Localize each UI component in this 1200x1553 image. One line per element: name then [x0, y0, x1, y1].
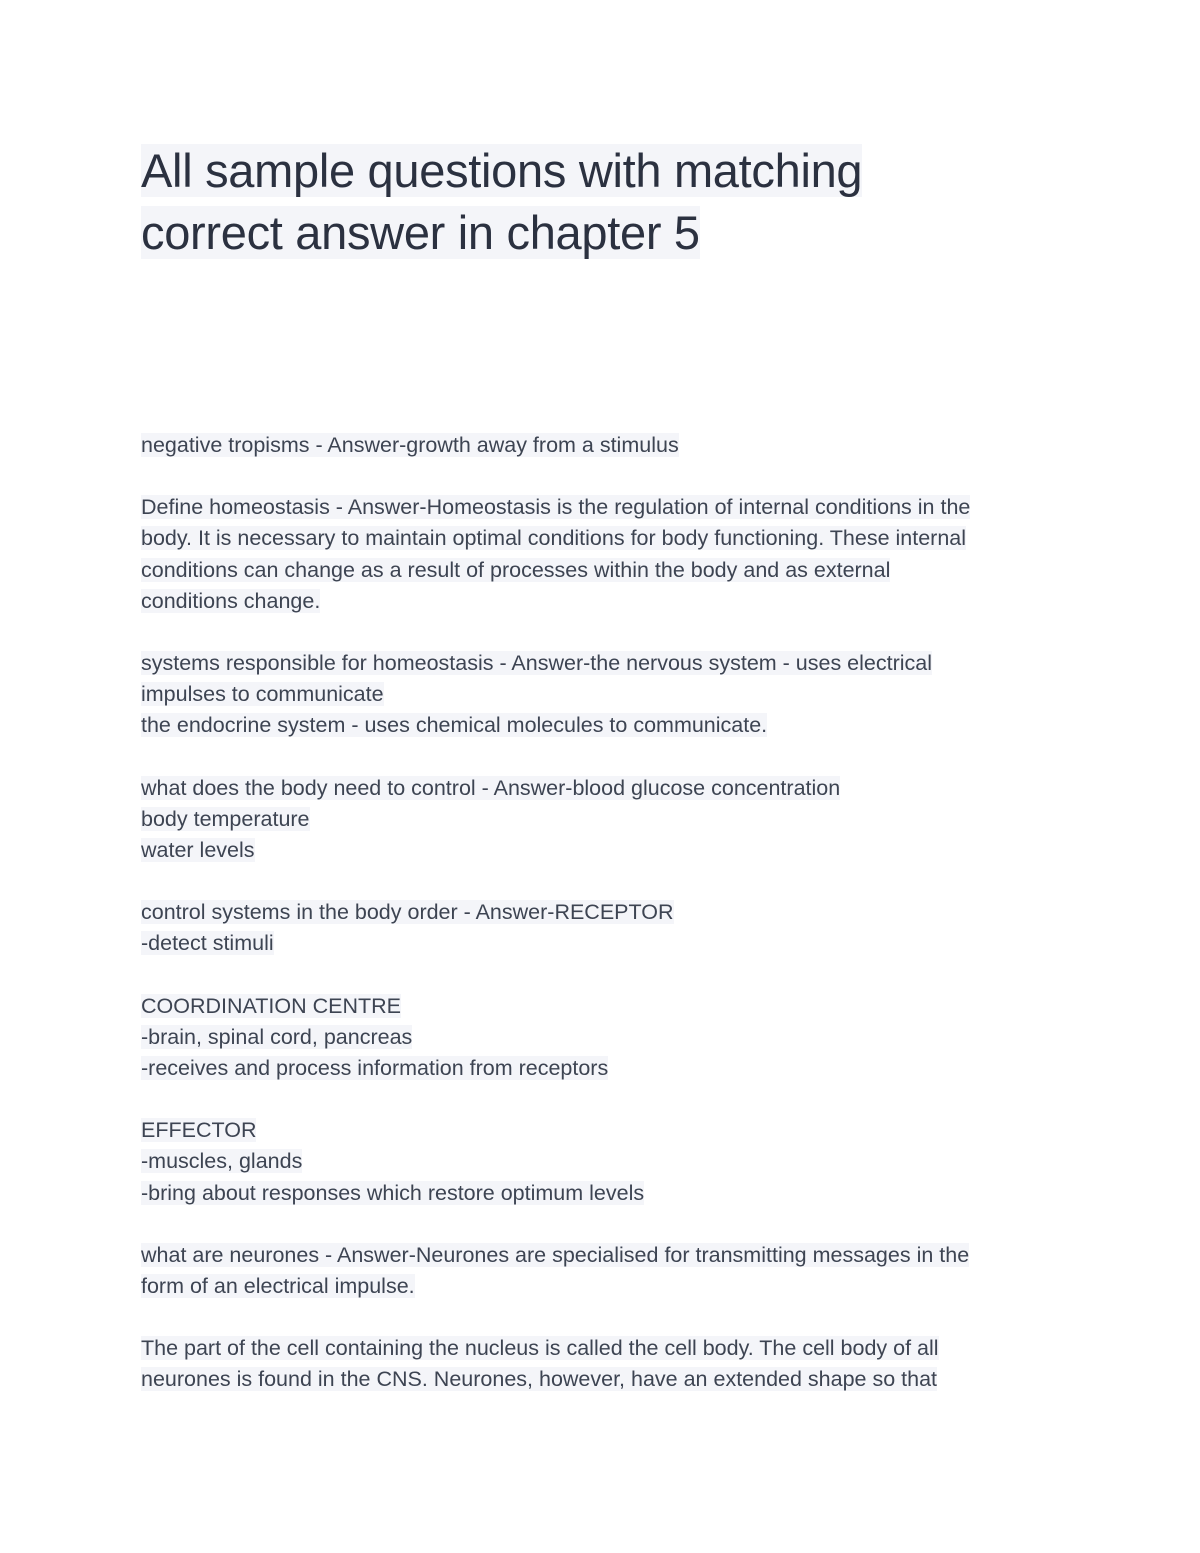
qa-paragraph — [141, 897, 1071, 959]
text-line: COORDINATION CENTRE — [141, 993, 401, 1018]
document-page — [141, 140, 1071, 1427]
text-line: control systems in the body order - Answer-RECEPTOR — [141, 900, 674, 925]
text-line: neurones is found in the CNS. Neurones, however, have an extended shape so that — [141, 1367, 938, 1392]
text-line: conditions change. — [141, 588, 321, 613]
text-line: systems responsible for homeostasis - Answer-the nervous system - uses electrical — [141, 651, 933, 676]
text-line: -detect stimuli — [141, 931, 274, 956]
text-line: -brain, spinal cord, pancreas — [141, 1024, 413, 1049]
document-title — [141, 140, 1071, 264]
text-line: Define homeostasis - Answer-Homeostasis is the regulation of internal conditions in the — [141, 495, 971, 520]
text-line: conditions can change as a result of processes within the body and as external — [141, 557, 891, 582]
text-line: EFFECTOR — [141, 1118, 257, 1143]
title-line: correct answer in chapter 5 — [141, 206, 700, 259]
qa-paragraph — [141, 492, 1071, 617]
title-line: All sample questions with matching — [141, 144, 863, 197]
text-line: -receives and process information from receptors — [141, 1056, 609, 1081]
text-line: what are neurones - Answer-Neurones are specialised for transmitting messages in the — [141, 1242, 970, 1267]
text-line: body. It is necessary to maintain optimal conditions for body functioning. These internal — [141, 526, 967, 551]
text-line: water levels — [141, 838, 255, 863]
qa-paragraph — [141, 1240, 1071, 1302]
text-line: negative tropisms - Answer-growth away from a stimulus — [141, 433, 679, 457]
qa-paragraph — [141, 1333, 1071, 1395]
qa-paragraph — [141, 1115, 1071, 1209]
qa-paragraph — [141, 991, 1071, 1085]
text-line: the endocrine system - uses chemical molecules to communicate. — [141, 713, 768, 738]
document-body — [141, 430, 1071, 1396]
text-line: impulses to communicate — [141, 682, 384, 707]
text-line: body temperature — [141, 806, 310, 831]
qa-paragraph — [141, 648, 1071, 742]
text-line: The part of the cell containing the nucleus is called the cell body. The cell body of all — [141, 1336, 939, 1361]
text-line: -bring about responses which restore optimum levels — [141, 1180, 645, 1205]
text-line: -muscles, glands — [141, 1149, 303, 1174]
qa-paragraph — [141, 430, 1071, 461]
qa-paragraph — [141, 773, 1071, 867]
text-line: what does the body need to control - Answer-blood glucose concentration — [141, 775, 841, 800]
text-line: form of an electrical impulse. — [141, 1274, 415, 1299]
